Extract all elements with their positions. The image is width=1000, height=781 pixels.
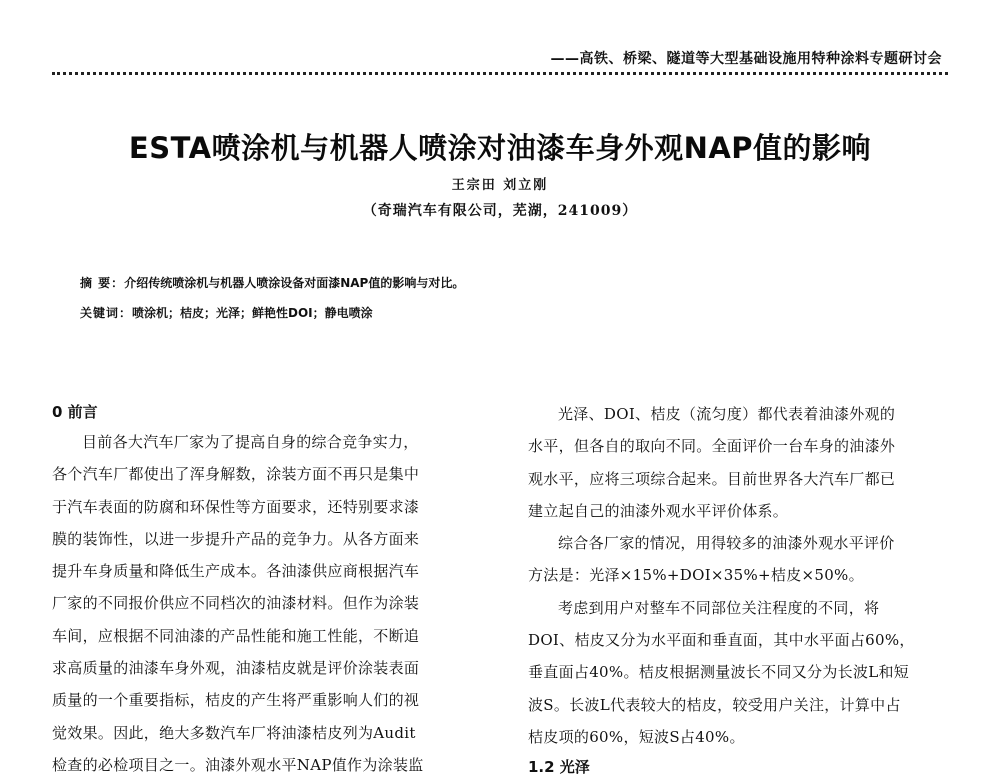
- body-line: 光泽、DOI、桔皮（流匀度）都代表着油漆外观的: [558, 405, 896, 423]
- body-line: 观水平，应将三项综合起来。目前世界各大汽车厂都已: [528, 469, 896, 488]
- body-line: 膜的装饰性，以进一步提升产品的竞争力。从各方面来: [52, 529, 420, 548]
- body-line: 提升车身质量和降低生产成本。各油漆供应商根据汽车: [52, 562, 420, 581]
- body-line: 桔皮项的60%，短波S占40%。: [528, 727, 745, 746]
- body-line: 波S。长波L代表较大的桔皮，较受用户关注，计算中占: [528, 695, 901, 714]
- section-heading-gloss: 1.2 光泽: [528, 758, 590, 777]
- body-line: DOI、桔皮又分为水平面和垂直面，其中水平面占60%，: [528, 631, 915, 650]
- section-heading-intro: 0 前言: [52, 403, 98, 421]
- body-line: 建立起自己的油漆外观水平评价体系。: [528, 501, 789, 520]
- body-line: 车间，应根据不同油漆的产品性能和施工性能，不断追: [52, 626, 420, 645]
- header-dotted-rule: [52, 72, 948, 75]
- body-line: 觉效果。因此，绝大多数汽车厂将油漆桔皮列为Audit: [52, 723, 416, 742]
- running-header: ——高铁、桥梁、隧道等大型基础设施用特种涂料专题研讨会: [550, 51, 942, 67]
- keywords-label: 关键词：: [80, 306, 133, 320]
- body-line: 厂家的不同报价供应不同档次的油漆材料。但作为涂装: [52, 594, 420, 613]
- body-line: 各个汽车厂都使出了浑身解数，涂装方面不再只是集中: [52, 465, 420, 484]
- keywords-text: 喷涂机；桔皮；光泽；鲜艳性DOI；静电喷涂: [132, 306, 373, 320]
- body-line: 综合各厂家的情况，用得较多的油漆外观水平评价: [558, 534, 895, 553]
- abstract-line: [80, 274, 464, 291]
- paper-authors: 王宗田 刘立刚: [451, 178, 549, 193]
- abstract-text: 介绍传统喷涂机与机器人喷涂设备对面漆NAP值的影响与对比。: [124, 276, 465, 290]
- left-column: [52, 398, 472, 781]
- body-line: 方法是：光泽×15%+DOI×35%+桔皮×50%。: [528, 566, 864, 585]
- body-line: 考虑到用户对整车不同部位关注程度的不同，将: [558, 598, 880, 617]
- keywords-line: [80, 304, 373, 321]
- paper-title: ESTA喷涂机与机器人喷涂对油漆车身外观NAP值的影响: [128, 131, 872, 165]
- body-line: 质量的一个重要指标，桔皮的产生将严重影响人们的视: [52, 691, 420, 710]
- body-line: 于汽车表面的防腐和环保性等方面要求，还特别要求漆: [52, 497, 420, 516]
- body-line: 检查的必检项目之一。油漆外观水平NAP值作为涂装监: [52, 755, 424, 774]
- body-line: 水平，但各自的取向不同。全面评价一台车身的油漆外: [528, 437, 896, 456]
- abstract-label: 摘 要：: [80, 276, 125, 290]
- body-line: 目前各大汽车厂家为了提高自身的综合竞争实力，: [82, 433, 419, 451]
- body-line: 垂直面占40%。桔皮根据测量波长不同又分为长波L和短: [528, 663, 910, 682]
- right-column: [528, 398, 948, 781]
- body-line: 求高质量的油漆车身外观，油漆桔皮就是评价涂装表面: [52, 659, 420, 678]
- paper-affiliation: （奇瑞汽车有限公司，芜湖，241009）: [362, 203, 638, 219]
